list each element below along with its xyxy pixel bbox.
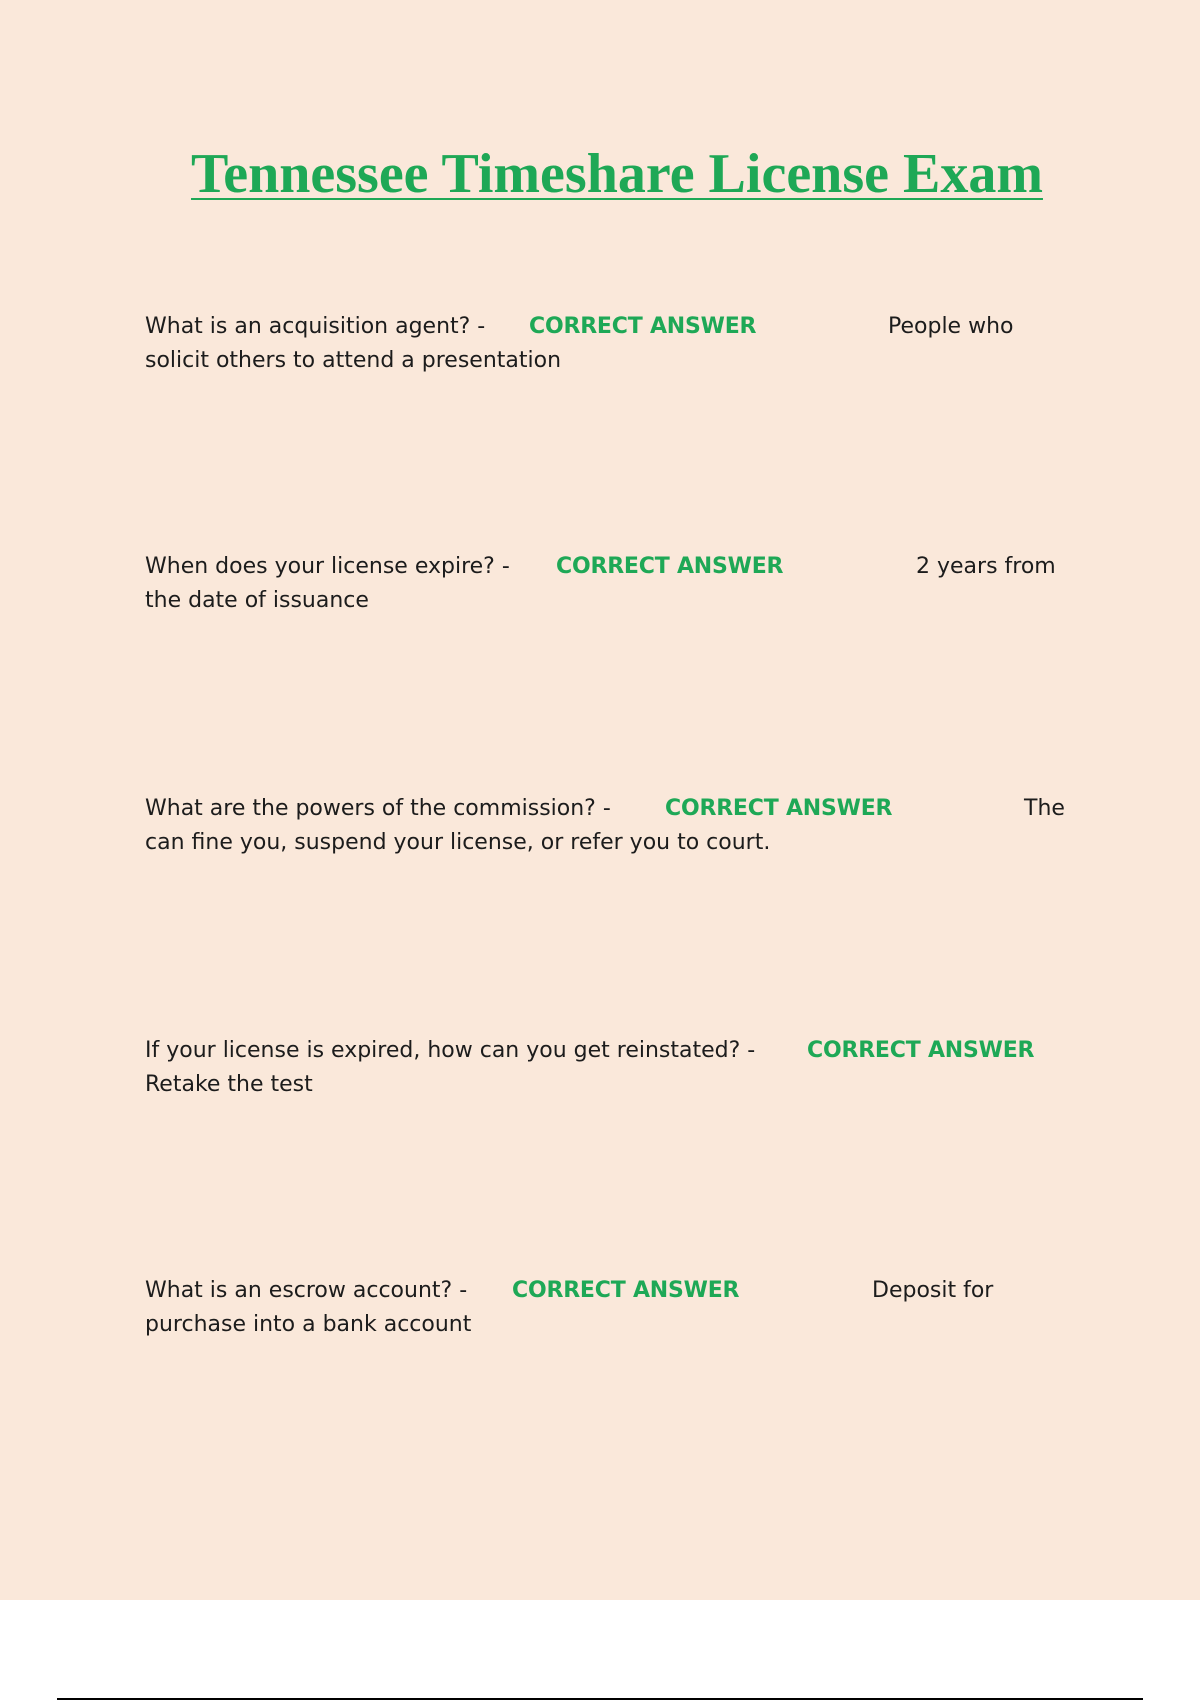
answer-text-continued: purchase into a bank account: [145, 1312, 472, 1337]
qa-line: [145, 344, 1075, 378]
correct-answer-tag: CORRECT ANSWER: [529, 314, 757, 339]
answer-text-start: The: [1024, 796, 1065, 821]
page-title: Tennessee Timeshare License Exam: [191, 143, 1043, 205]
correct-answer-tag: CORRECT ANSWER: [512, 1278, 740, 1303]
answer-text-start: People who: [888, 314, 1014, 339]
qa-item: [145, 310, 1075, 378]
question-text: When does your license expire? -: [145, 554, 510, 579]
qa-line: [145, 792, 1075, 826]
answer-text-continued: Retake the test: [145, 1072, 313, 1097]
question-text: What are the powers of the commission? -: [145, 796, 611, 821]
answer-text-continued: can fine you, suspend your license, or refer you to court.: [145, 830, 771, 855]
answer-text-continued: solicit others to attend a presentation: [145, 348, 562, 373]
qa-item: [145, 550, 1075, 618]
answer-text-continued: the date of issuance: [145, 588, 369, 613]
qa-line: [145, 1274, 1075, 1308]
correct-answer-tag: CORRECT ANSWER: [807, 1038, 1035, 1063]
answer-text-start: 2 years from: [916, 554, 1056, 579]
answer-text-start: Deposit for: [872, 1278, 994, 1303]
qa-line: [145, 550, 1075, 584]
qa-line: [145, 826, 1075, 860]
question-text: What is an acquisition agent? -: [145, 314, 486, 339]
qa-line: [145, 584, 1075, 618]
correct-answer-tag: CORRECT ANSWER: [556, 554, 784, 579]
qa-line: [145, 1308, 1075, 1342]
qa-item: [145, 1274, 1075, 1342]
question-text: What is an escrow account? -: [145, 1278, 468, 1303]
qa-line: [145, 1034, 1075, 1068]
question-text: If your license is expired, how can you get reinstated? -: [145, 1038, 756, 1063]
qa-line: [145, 310, 1075, 344]
correct-answer-tag: CORRECT ANSWER: [665, 796, 893, 821]
qa-item: [145, 1034, 1075, 1102]
qa-line: [145, 1068, 1075, 1102]
qa-item: [145, 792, 1075, 860]
